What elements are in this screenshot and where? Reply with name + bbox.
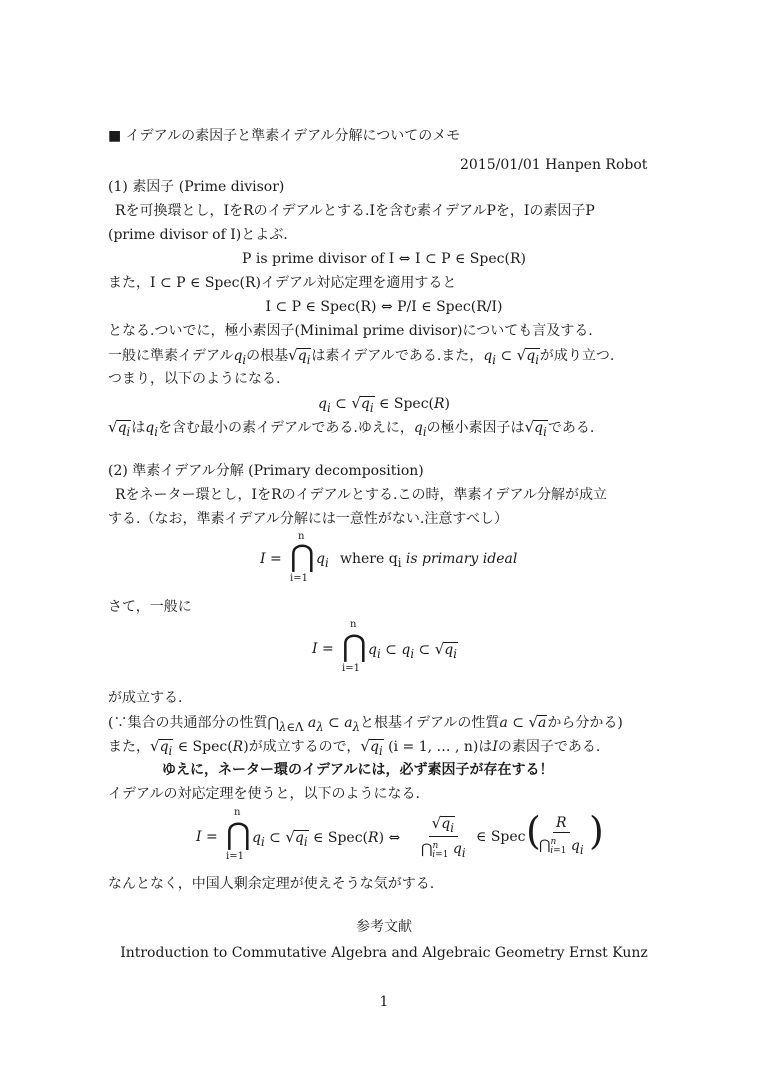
reference-item: Introduction to Commutative Algebra and Algebraic Geometry Ernst Kunz (120, 945, 648, 961)
bold-conclusion: ゆえに，ネーター環のイデアルには，必ず素因子が存在する！ (162, 762, 554, 778)
sec1-line6: つまり，以下のようになる. (108, 371, 281, 387)
l6-part-d: の素因子である. (497, 739, 601, 755)
sec2-line6: また，$√q_i$ ∈ Spec(R)が成立するので，$√q_i$ (i = 1, … , n)はIの素因子である. (108, 737, 601, 758)
sec2-line1: Rをネーター環とし，IをRのイデアルとする.この時，準素イデアル分解が成立 (115, 487, 607, 503)
sec2-line8: なんとなく，中国人剰余定理が使えそうな気がする. (108, 876, 435, 892)
sec1-equation3: $q_i$ ⊂ $√q_i$ ∈ Spec(R) (317, 394, 451, 415)
sec1-line7: $√q_i$は$q_i$を含む最小の素イデアルである.ゆえに，$q_i$の極小素因子は$√q_i$である. (108, 418, 595, 439)
sec1-equation2: I ⊂ P ∈ Spec(R) ⇔ P/I ∈ Spec(R/I) (265, 299, 503, 315)
l5-part-c-2: から分かる) (547, 715, 623, 731)
primary-text: is primary ideal (405, 551, 518, 567)
l6-part-c: (i = 1, … , n)は (388, 739, 493, 755)
sec1-line5: 一般に準素イデアル$q_i$の根基$√q_i$は素イデアルである.また，$q_i$ ⊂ $√q_i$が成り立つ. (108, 346, 615, 367)
date-author (460, 156, 660, 174)
l5-part-d: が成り立つ. (539, 348, 615, 364)
where-text: where (340, 551, 385, 567)
sec1-line3: また，I ⊂ P ∈ Spec(R)イデアル対応定理を適用すると (108, 275, 457, 291)
sec2-line3: さて，一般に (108, 599, 192, 615)
sec2-line4: が成立する. (108, 690, 183, 706)
sec1-line2: (prime divisor of I)とよぶ. (108, 227, 288, 243)
l6-part-b: が成立するので， (248, 739, 361, 755)
section1-heading: (1) 素因子 (Prime divisor) (108, 179, 285, 195)
memo-title: ■ イデアルの素因子と準素イデアル分解についてのメモ (108, 128, 461, 144)
references-heading: 参考文献 (356, 919, 412, 935)
sec1-line4: となる.ついでに，極小素因子(Minimal prime divisor)についても言及する. (108, 323, 593, 339)
decomposition-equation: n I = ⋂ i=1 $q_i$ where $q_i$ is primary ideal (260, 531, 518, 584)
l7-part-b: を含む最小の素イデアルである.ゆえに， (157, 420, 414, 436)
l7-part-d: である. (547, 420, 595, 436)
page-number: 1 (379, 994, 389, 1010)
sec2-line5: (∵集合の共通部分の性質$⋂_{\lambda\in\Lambda}$ $a_\lambda$ ⊂ $a_\lambda$と根基イデアルの性質a ⊂ √aから分かる) (108, 713, 623, 734)
l5-part-b-2: と根基イデアルの性質 (359, 715, 500, 731)
date-author-text: 2015/01/01 Hanpen Robot (460, 157, 648, 173)
l5-part-c: は素イデアルである.また， (311, 348, 484, 364)
l7-part-a: は (131, 420, 146, 436)
sec2-line2: する.（なお，準素イデアル分解には一意性がない.注意すべし） (108, 511, 509, 527)
l5-part-a-2: (∵集合の共通部分の性質 (108, 715, 268, 731)
l5-part-a: 一般に準素イデアル (108, 348, 234, 364)
inclusion-equation: n I = ⋂ i=1 $q_i$ ⊂ $q_i$ ⊂ $√q_i$ (312, 619, 457, 674)
sec1-line1: Rを可換環とし，IをRのイデアルとする.Iを含む素イデアルPを，Iの素因子P (115, 203, 595, 219)
l6-part-a: また， (108, 739, 150, 755)
correspondence-equation: n I = ⋂ i=1 $q_i$ ⊂ $√q_i$ ∈ Spec(R) ⇔ $\frac{√q_i}{⋂^n_{i=1} q_i}$ ∈ Spec ( $\frac{R}{⋂^n_{i=1} q_i}$ ) (196, 807, 604, 862)
section2-heading: (2) 準素イデアル分解 (Primary decomposition) (108, 463, 424, 479)
sec2-line7: イデアルの対応定理を使うと，以下のようになる. (108, 786, 420, 802)
l7-part-c: の極小素因子は (426, 420, 525, 436)
sec1-equation1: P is prime divisor of I ⇔ I ⊂ P ∈ Spec(R) (242, 251, 526, 267)
l5-part-b: の根基 (246, 348, 289, 364)
